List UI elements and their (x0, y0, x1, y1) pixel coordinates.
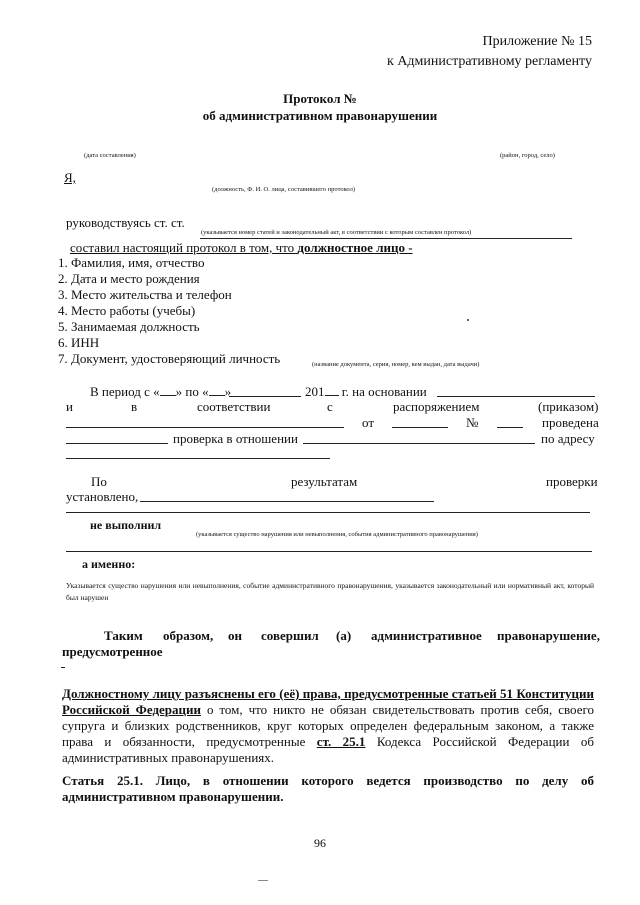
thus-word-6: административное (371, 628, 482, 643)
rights-text-2: Кодекса Российской Федерации об административных правонарушениях. (62, 734, 594, 765)
word-no: № (466, 415, 479, 430)
thus-word-5: (а) (336, 628, 352, 643)
date-hint: (дата составления) (84, 152, 136, 159)
rights-paragraph (62, 686, 594, 766)
word-po: По (91, 474, 107, 489)
on-basis-label: г. на основании (341, 384, 427, 399)
word-proverki: проверки (546, 474, 598, 489)
list-item: 7. Документ, удостоверяющий личность (58, 351, 281, 366)
word-rasp: распоряжением (393, 399, 480, 414)
thus-word-2: образом, (163, 628, 214, 643)
provided-by-label: предусмотренное (62, 644, 163, 659)
personal-data-list (58, 255, 280, 367)
articles-line (200, 238, 572, 239)
basis-line (437, 396, 595, 397)
period-start-label (90, 384, 231, 400)
order-number-line (497, 427, 523, 428)
list-item: 6. ИНН (58, 335, 100, 350)
word-rezult: результатам (291, 474, 358, 489)
article-25-1: Статья 25.1. Лицо, в отношении которого ведется производство по делу об административном правонарушении. (62, 773, 594, 804)
by-address-label: по адресу (541, 431, 595, 446)
rights-text-1: о том, что никто не обязан свидетельствовать против себя, своего супруга и близких родственников, круг которых определен федеральным законом, а также права и обязанности, предусмотренные (62, 702, 594, 749)
year-label (305, 384, 427, 400)
inspected-party-line (303, 443, 535, 444)
word-provedena: проведена (542, 415, 599, 430)
list-item: 1. Фамилия, имя, отчество (58, 255, 205, 270)
protocol-title: Протокол № (283, 91, 357, 106)
established-label: установлено, (66, 489, 139, 504)
period-to: » по « (175, 384, 209, 399)
list-item: 5. Занимаемая должность (58, 319, 200, 334)
page-number: 96 (314, 836, 326, 850)
word-i: и (66, 399, 73, 414)
word-ot: от (362, 415, 375, 430)
inspection-kind-line (66, 443, 168, 444)
word-s: с (327, 399, 333, 414)
findings-line (66, 512, 590, 513)
violation-note: Указывается существо нарушения или невыполнения, событие административного правонарушения, указывается законодательный или нормативный акт, который был нарушен (66, 581, 594, 602)
articles-hint: (указывается номер статей и законодательный акт, в соответствии с которым составлен протокол) (201, 229, 472, 236)
period-close: » (224, 384, 232, 399)
namely-label: а именно: (82, 557, 136, 571)
not-done-hint: (указывается существо нарушения или невыполнения, события административного правонарушения) (196, 531, 478, 538)
official-person: должностное лицо - (297, 240, 413, 255)
rights-article-ref: ст. 25.1 (316, 734, 366, 749)
bottom-mark (258, 880, 268, 881)
not-done-label: не выполнил (90, 518, 162, 532)
thus-word-7: правонарушение, (497, 628, 600, 643)
list-item: 4. Место работы (учебы) (58, 303, 196, 318)
list-item: 2. Дата и место рождения (58, 271, 200, 286)
word-sootv: соответствии (197, 399, 271, 414)
appendix-to: к Административному регламенту (387, 54, 592, 69)
rights-constitution: Должностному лицу разъяснены его (её) права, предусмотренные статьей 51 Конституции Российской Федерации (62, 686, 594, 717)
guided-label: руководствуясь ст. ст. (66, 215, 185, 230)
thus-word-4: совершил (261, 628, 319, 643)
small-dash (61, 667, 65, 668)
violation-line (66, 551, 592, 552)
word-prikaz: (приказом) (538, 399, 599, 414)
address-line (66, 458, 330, 459)
appendix-number: Приложение № 15 (482, 34, 592, 49)
inspection-regarding: проверка в отношении (173, 431, 298, 446)
drawn-up-line (70, 240, 413, 256)
drawn-up-text: составил настоящий протокол в том, что (70, 240, 298, 255)
protocol-subtitle: об административном правонарушении (202, 108, 438, 123)
order-line (66, 427, 344, 428)
month-line (229, 396, 301, 397)
word-v: в (131, 399, 138, 414)
thus-word-3: он (228, 628, 242, 643)
period-from: В период с « (90, 384, 160, 399)
appendix-header (387, 32, 592, 72)
ya-label: Я, (64, 170, 76, 185)
place-hint: (район, город, село) (500, 152, 555, 159)
year-prefix: 201 (305, 384, 325, 399)
document-hint: (название документа, серия, номер, кем выдан, дата выдачи) (312, 361, 480, 368)
official-hint: (должность, Ф. И. О. лица, составившего протокол) (212, 186, 355, 193)
order-date-line (392, 427, 448, 428)
established-line (140, 501, 434, 502)
list-item: 3. Место жительства и телефон (58, 287, 232, 302)
stray-mark (467, 319, 469, 321)
thus-word-1: Таким (104, 628, 143, 643)
